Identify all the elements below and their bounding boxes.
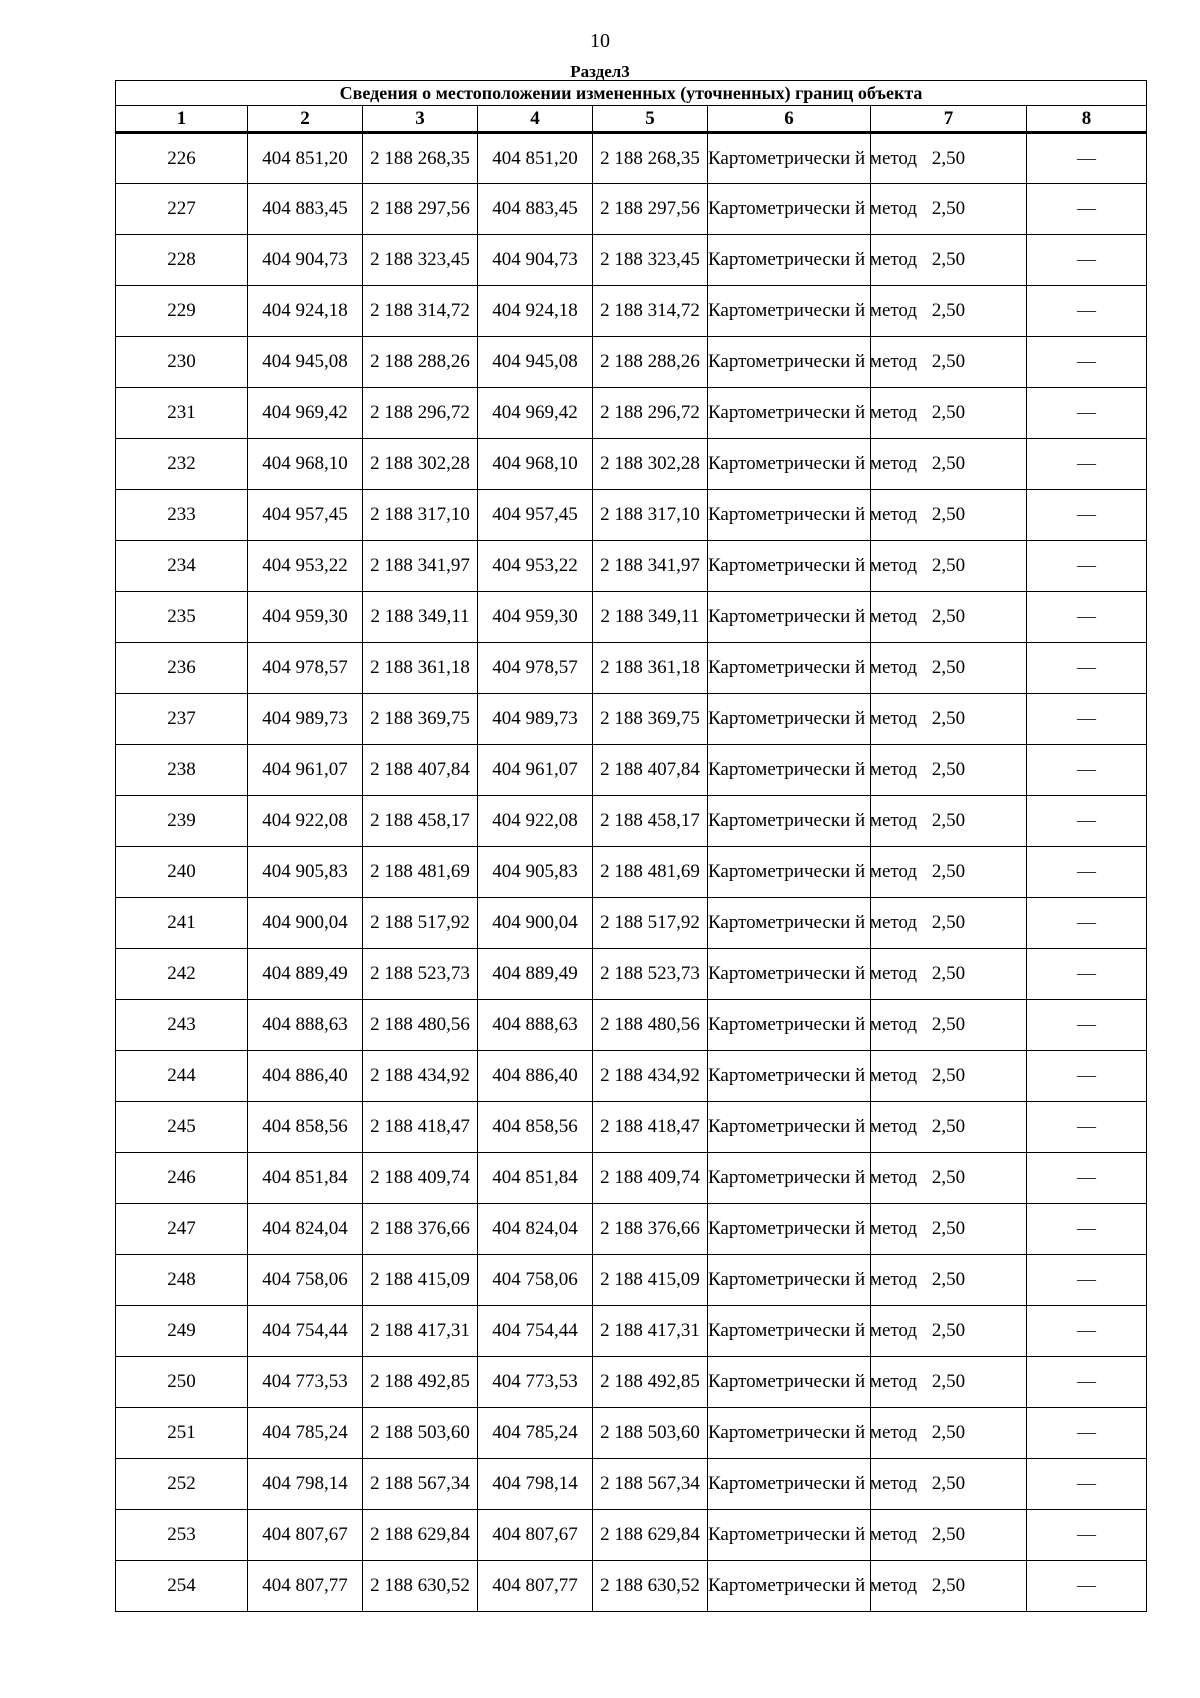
note-cell: — [1027, 1561, 1147, 1612]
y-coordinate-cell: 2 188 523,73 [363, 949, 478, 1000]
y-coordinate-cell: 2 188 481,69 [363, 847, 478, 898]
accuracy-cell: 2,50 [871, 1255, 1027, 1306]
note-cell: — [1027, 847, 1147, 898]
x-coordinate-refined-cell: 404 798,14 [478, 1459, 593, 1510]
x-coordinate-refined-cell: 404 785,24 [478, 1408, 593, 1459]
accuracy-cell: 2,50 [871, 1510, 1027, 1561]
x-coordinate-refined-cell: 404 945,08 [478, 337, 593, 388]
note-cell: — [1027, 949, 1147, 1000]
method-cell: Картометрически й метод [708, 847, 871, 898]
method-cell: Картометрически й метод [708, 694, 871, 745]
x-coordinate-cell: 404 889,49 [248, 949, 363, 1000]
table-caption-row [116, 81, 1147, 106]
point-number-cell: 247 [116, 1204, 248, 1255]
point-number-cell: 235 [116, 592, 248, 643]
y-coordinate-refined-cell: 2 188 349,11 [593, 592, 708, 643]
y-coordinate-cell: 2 188 492,85 [363, 1357, 478, 1408]
column-header-2: 2 [248, 106, 363, 133]
y-coordinate-cell: 2 188 418,47 [363, 1102, 478, 1153]
y-coordinate-cell: 2 188 409,74 [363, 1153, 478, 1204]
x-coordinate-cell: 404 858,56 [248, 1102, 363, 1153]
note-cell: — [1027, 184, 1147, 235]
table-row [116, 1459, 1147, 1510]
y-coordinate-cell: 2 188 268,35 [363, 133, 478, 184]
point-number-cell: 238 [116, 745, 248, 796]
method-cell: Картометрически й метод [708, 796, 871, 847]
note-cell: — [1027, 235, 1147, 286]
y-coordinate-refined-cell: 2 188 369,75 [593, 694, 708, 745]
note-cell: — [1027, 1306, 1147, 1357]
note-cell: — [1027, 796, 1147, 847]
point-number-cell: 234 [116, 541, 248, 592]
method-cell: Картометрически й метод [708, 1459, 871, 1510]
method-cell: Картометрически й метод [708, 1102, 871, 1153]
accuracy-cell: 2,50 [871, 541, 1027, 592]
accuracy-cell: 2,50 [871, 1000, 1027, 1051]
y-coordinate-refined-cell: 2 188 492,85 [593, 1357, 708, 1408]
point-number-cell: 244 [116, 1051, 248, 1102]
x-coordinate-refined-cell: 404 889,49 [478, 949, 593, 1000]
method-cell: Картометрически й метод [708, 133, 871, 184]
accuracy-cell: 2,50 [871, 1306, 1027, 1357]
note-cell: — [1027, 898, 1147, 949]
column-header-8: 8 [1027, 106, 1147, 133]
method-cell: Картометрически й метод [708, 1306, 871, 1357]
point-number-cell: 232 [116, 439, 248, 490]
column-header-7: 7 [871, 106, 1027, 133]
table-row [116, 286, 1147, 337]
note-cell: — [1027, 133, 1147, 184]
point-number-cell: 230 [116, 337, 248, 388]
y-coordinate-refined-cell: 2 188 417,31 [593, 1306, 708, 1357]
x-coordinate-cell: 404 945,08 [248, 337, 363, 388]
note-cell: — [1027, 1357, 1147, 1408]
point-number-cell: 240 [116, 847, 248, 898]
x-coordinate-cell: 404 904,73 [248, 235, 363, 286]
x-coordinate-cell: 404 953,22 [248, 541, 363, 592]
x-coordinate-cell: 404 957,45 [248, 490, 363, 541]
table-row [116, 796, 1147, 847]
section-title: Раздел3 [570, 62, 630, 81]
table-row [116, 694, 1147, 745]
accuracy-cell: 2,50 [871, 694, 1027, 745]
y-coordinate-refined-cell: 2 188 376,66 [593, 1204, 708, 1255]
y-coordinate-refined-cell: 2 188 296,72 [593, 388, 708, 439]
x-coordinate-refined-cell: 404 957,45 [478, 490, 593, 541]
accuracy-cell: 2,50 [871, 643, 1027, 694]
x-coordinate-refined-cell: 404 858,56 [478, 1102, 593, 1153]
table-row [116, 235, 1147, 286]
y-coordinate-refined-cell: 2 188 630,52 [593, 1561, 708, 1612]
method-cell: Картометрически й метод [708, 898, 871, 949]
accuracy-cell: 2,50 [871, 1051, 1027, 1102]
table-body [116, 133, 1147, 1612]
x-coordinate-refined-cell: 404 959,30 [478, 592, 593, 643]
y-coordinate-cell: 2 188 288,26 [363, 337, 478, 388]
method-cell: Картометрически й метод [708, 541, 871, 592]
table-row [116, 1510, 1147, 1561]
x-coordinate-refined-cell: 404 824,04 [478, 1204, 593, 1255]
x-coordinate-cell: 404 824,04 [248, 1204, 363, 1255]
table-row [116, 490, 1147, 541]
table-row [116, 1357, 1147, 1408]
note-cell: — [1027, 1051, 1147, 1102]
method-cell: Картометрически й метод [708, 1000, 871, 1051]
accuracy-cell: 2,50 [871, 133, 1027, 184]
table-header-row [116, 106, 1147, 133]
y-coordinate-cell: 2 188 302,28 [363, 439, 478, 490]
x-coordinate-cell: 404 900,04 [248, 898, 363, 949]
x-coordinate-cell: 404 886,40 [248, 1051, 363, 1102]
note-cell: — [1027, 643, 1147, 694]
method-cell: Картометрически й метод [708, 1255, 871, 1306]
note-cell: — [1027, 439, 1147, 490]
method-cell: Картометрически й метод [708, 745, 871, 796]
table-row [116, 1306, 1147, 1357]
method-cell: Картометрически й метод [708, 643, 871, 694]
x-coordinate-cell: 404 754,44 [248, 1306, 363, 1357]
point-number-cell: 236 [116, 643, 248, 694]
accuracy-cell: 2,50 [871, 847, 1027, 898]
y-coordinate-cell: 2 188 323,45 [363, 235, 478, 286]
y-coordinate-refined-cell: 2 188 629,84 [593, 1510, 708, 1561]
table-row [116, 1204, 1147, 1255]
y-coordinate-refined-cell: 2 188 517,92 [593, 898, 708, 949]
column-header-6: 6 [708, 106, 871, 133]
method-cell: Картометрически й метод [708, 1510, 871, 1561]
note-cell: — [1027, 286, 1147, 337]
column-header-5: 5 [593, 106, 708, 133]
accuracy-cell: 2,50 [871, 388, 1027, 439]
method-cell: Картометрически й метод [708, 337, 871, 388]
x-coordinate-cell: 404 851,84 [248, 1153, 363, 1204]
table-row [116, 541, 1147, 592]
accuracy-cell: 2,50 [871, 1204, 1027, 1255]
x-coordinate-refined-cell: 404 900,04 [478, 898, 593, 949]
y-coordinate-refined-cell: 2 188 415,09 [593, 1255, 708, 1306]
x-coordinate-refined-cell: 404 969,42 [478, 388, 593, 439]
point-number-cell: 248 [116, 1255, 248, 1306]
note-cell: — [1027, 541, 1147, 592]
point-number-cell: 251 [116, 1408, 248, 1459]
y-coordinate-cell: 2 188 630,52 [363, 1561, 478, 1612]
accuracy-cell: 2,50 [871, 796, 1027, 847]
x-coordinate-refined-cell: 404 754,44 [478, 1306, 593, 1357]
y-coordinate-cell: 2 188 415,09 [363, 1255, 478, 1306]
note-cell: — [1027, 1510, 1147, 1561]
x-coordinate-cell: 404 905,83 [248, 847, 363, 898]
method-cell: Картометрически й метод [708, 1408, 871, 1459]
x-coordinate-cell: 404 798,14 [248, 1459, 363, 1510]
method-cell: Картометрически й метод [708, 1153, 871, 1204]
x-coordinate-cell: 404 924,18 [248, 286, 363, 337]
point-number-cell: 229 [116, 286, 248, 337]
note-cell: — [1027, 490, 1147, 541]
note-cell: — [1027, 1255, 1147, 1306]
x-coordinate-refined-cell: 404 773,53 [478, 1357, 593, 1408]
x-coordinate-refined-cell: 404 989,73 [478, 694, 593, 745]
method-cell: Картометрически й метод [708, 1204, 871, 1255]
accuracy-cell: 2,50 [871, 1153, 1027, 1204]
y-coordinate-cell: 2 188 376,66 [363, 1204, 478, 1255]
note-cell: — [1027, 1459, 1147, 1510]
point-number-cell: 241 [116, 898, 248, 949]
x-coordinate-refined-cell: 404 904,73 [478, 235, 593, 286]
y-coordinate-cell: 2 188 341,97 [363, 541, 478, 592]
accuracy-cell: 2,50 [871, 184, 1027, 235]
point-number-cell: 254 [116, 1561, 248, 1612]
point-number-cell: 226 [116, 133, 248, 184]
y-coordinate-refined-cell: 2 188 314,72 [593, 286, 708, 337]
accuracy-cell: 2,50 [871, 490, 1027, 541]
table-row [116, 337, 1147, 388]
y-coordinate-refined-cell: 2 188 341,97 [593, 541, 708, 592]
y-coordinate-refined-cell: 2 188 407,84 [593, 745, 708, 796]
note-cell: — [1027, 694, 1147, 745]
accuracy-cell: 2,50 [871, 898, 1027, 949]
x-coordinate-cell: 404 922,08 [248, 796, 363, 847]
y-coordinate-cell: 2 188 314,72 [363, 286, 478, 337]
x-coordinate-refined-cell: 404 968,10 [478, 439, 593, 490]
table-row [116, 1153, 1147, 1204]
accuracy-cell: 2,50 [871, 1102, 1027, 1153]
method-cell: Картометрически й метод [708, 235, 871, 286]
accuracy-cell: 2,50 [871, 286, 1027, 337]
table-row [116, 133, 1147, 184]
x-coordinate-cell: 404 961,07 [248, 745, 363, 796]
x-coordinate-refined-cell: 404 888,63 [478, 1000, 593, 1051]
column-header-1: 1 [116, 106, 248, 133]
point-number-cell: 245 [116, 1102, 248, 1153]
method-cell: Картометрически й метод [708, 184, 871, 235]
x-coordinate-refined-cell: 404 978,57 [478, 643, 593, 694]
table-row [116, 439, 1147, 490]
accuracy-cell: 2,50 [871, 439, 1027, 490]
table-row [116, 1051, 1147, 1102]
y-coordinate-refined-cell: 2 188 302,28 [593, 439, 708, 490]
x-coordinate-cell: 404 785,24 [248, 1408, 363, 1459]
x-coordinate-cell: 404 773,53 [248, 1357, 363, 1408]
point-number-cell: 237 [116, 694, 248, 745]
y-coordinate-cell: 2 188 458,17 [363, 796, 478, 847]
y-coordinate-refined-cell: 2 188 418,47 [593, 1102, 708, 1153]
table-row [116, 1102, 1147, 1153]
method-cell: Картометрически й метод [708, 388, 871, 439]
table-row [116, 1000, 1147, 1051]
x-coordinate-cell: 404 807,77 [248, 1561, 363, 1612]
y-coordinate-cell: 2 188 349,11 [363, 592, 478, 643]
x-coordinate-cell: 404 978,57 [248, 643, 363, 694]
y-coordinate-refined-cell: 2 188 480,56 [593, 1000, 708, 1051]
x-coordinate-refined-cell: 404 961,07 [478, 745, 593, 796]
column-header-3: 3 [363, 106, 478, 133]
y-coordinate-refined-cell: 2 188 434,92 [593, 1051, 708, 1102]
y-coordinate-cell: 2 188 417,31 [363, 1306, 478, 1357]
x-coordinate-cell: 404 851,20 [248, 133, 363, 184]
y-coordinate-cell: 2 188 369,75 [363, 694, 478, 745]
accuracy-cell: 2,50 [871, 1459, 1027, 1510]
point-number-cell: 243 [116, 1000, 248, 1051]
method-cell: Картометрически й метод [708, 490, 871, 541]
y-coordinate-cell: 2 188 296,72 [363, 388, 478, 439]
note-cell: — [1027, 388, 1147, 439]
point-number-cell: 239 [116, 796, 248, 847]
accuracy-cell: 2,50 [871, 592, 1027, 643]
x-coordinate-refined-cell: 404 924,18 [478, 286, 593, 337]
y-coordinate-refined-cell: 2 188 268,35 [593, 133, 708, 184]
accuracy-cell: 2,50 [871, 1357, 1027, 1408]
accuracy-cell: 2,50 [871, 745, 1027, 796]
point-number-cell: 233 [116, 490, 248, 541]
x-coordinate-cell: 404 989,73 [248, 694, 363, 745]
y-coordinate-refined-cell: 2 188 481,69 [593, 847, 708, 898]
x-coordinate-cell: 404 758,06 [248, 1255, 363, 1306]
x-coordinate-cell: 404 968,10 [248, 439, 363, 490]
point-number-cell: 246 [116, 1153, 248, 1204]
note-cell: — [1027, 1102, 1147, 1153]
y-coordinate-refined-cell: 2 188 297,56 [593, 184, 708, 235]
note-cell: — [1027, 337, 1147, 388]
table-row [116, 184, 1147, 235]
table-row [116, 643, 1147, 694]
table-row [116, 388, 1147, 439]
note-cell: — [1027, 1408, 1147, 1459]
table-row [116, 1255, 1147, 1306]
note-cell: — [1027, 1000, 1147, 1051]
y-coordinate-refined-cell: 2 188 409,74 [593, 1153, 708, 1204]
coordinates-table [115, 80, 1147, 1612]
point-number-cell: 252 [116, 1459, 248, 1510]
method-cell: Картометрически й метод [708, 1357, 871, 1408]
page-number: 10 [590, 30, 610, 52]
method-cell: Картометрически й метод [708, 1561, 871, 1612]
x-coordinate-refined-cell: 404 851,84 [478, 1153, 593, 1204]
accuracy-cell: 2,50 [871, 1561, 1027, 1612]
method-cell: Картометрически й метод [708, 592, 871, 643]
x-coordinate-refined-cell: 404 953,22 [478, 541, 593, 592]
y-coordinate-cell: 2 188 503,60 [363, 1408, 478, 1459]
accuracy-cell: 2,50 [871, 1408, 1027, 1459]
y-coordinate-refined-cell: 2 188 523,73 [593, 949, 708, 1000]
x-coordinate-refined-cell: 404 886,40 [478, 1051, 593, 1102]
point-number-cell: 249 [116, 1306, 248, 1357]
method-cell: Картометрически й метод [708, 286, 871, 337]
point-number-cell: 231 [116, 388, 248, 439]
table-row [116, 592, 1147, 643]
table-row [116, 847, 1147, 898]
y-coordinate-refined-cell: 2 188 503,60 [593, 1408, 708, 1459]
table-row [116, 949, 1147, 1000]
y-coordinate-refined-cell: 2 188 361,18 [593, 643, 708, 694]
y-coordinate-refined-cell: 2 188 567,34 [593, 1459, 708, 1510]
y-coordinate-cell: 2 188 517,92 [363, 898, 478, 949]
y-coordinate-cell: 2 188 480,56 [363, 1000, 478, 1051]
x-coordinate-cell: 404 807,67 [248, 1510, 363, 1561]
note-cell: — [1027, 1153, 1147, 1204]
x-coordinate-refined-cell: 404 922,08 [478, 796, 593, 847]
y-coordinate-refined-cell: 2 188 317,10 [593, 490, 708, 541]
method-cell: Картометрически й метод [708, 949, 871, 1000]
y-coordinate-cell: 2 188 434,92 [363, 1051, 478, 1102]
x-coordinate-cell: 404 883,45 [248, 184, 363, 235]
table-row [116, 898, 1147, 949]
y-coordinate-cell: 2 188 317,10 [363, 490, 478, 541]
x-coordinate-cell: 404 888,63 [248, 1000, 363, 1051]
accuracy-cell: 2,50 [871, 337, 1027, 388]
x-coordinate-refined-cell: 404 851,20 [478, 133, 593, 184]
x-coordinate-refined-cell: 404 758,06 [478, 1255, 593, 1306]
table-caption: Сведения о местоположении измененных (уточненных) границ объекта [116, 81, 1147, 106]
x-coordinate-cell: 404 959,30 [248, 592, 363, 643]
column-header-4: 4 [478, 106, 593, 133]
note-cell: — [1027, 592, 1147, 643]
point-number-cell: 253 [116, 1510, 248, 1561]
note-cell: — [1027, 1204, 1147, 1255]
point-number-cell: 227 [116, 184, 248, 235]
table-row [116, 745, 1147, 796]
y-coordinate-cell: 2 188 567,34 [363, 1459, 478, 1510]
x-coordinate-refined-cell: 404 807,67 [478, 1510, 593, 1561]
y-coordinate-refined-cell: 2 188 458,17 [593, 796, 708, 847]
y-coordinate-refined-cell: 2 188 288,26 [593, 337, 708, 388]
point-number-cell: 228 [116, 235, 248, 286]
method-cell: Картометрически й метод [708, 1051, 871, 1102]
point-number-cell: 242 [116, 949, 248, 1000]
point-number-cell: 250 [116, 1357, 248, 1408]
x-coordinate-refined-cell: 404 905,83 [478, 847, 593, 898]
accuracy-cell: 2,50 [871, 235, 1027, 286]
table-row [116, 1408, 1147, 1459]
y-coordinate-cell: 2 188 629,84 [363, 1510, 478, 1561]
x-coordinate-refined-cell: 404 883,45 [478, 184, 593, 235]
y-coordinate-cell: 2 188 361,18 [363, 643, 478, 694]
y-coordinate-cell: 2 188 407,84 [363, 745, 478, 796]
y-coordinate-refined-cell: 2 188 323,45 [593, 235, 708, 286]
y-coordinate-cell: 2 188 297,56 [363, 184, 478, 235]
note-cell: — [1027, 745, 1147, 796]
x-coordinate-refined-cell: 404 807,77 [478, 1561, 593, 1612]
method-cell: Картометрически й метод [708, 439, 871, 490]
x-coordinate-cell: 404 969,42 [248, 388, 363, 439]
table-row [116, 1561, 1147, 1612]
accuracy-cell: 2,50 [871, 949, 1027, 1000]
